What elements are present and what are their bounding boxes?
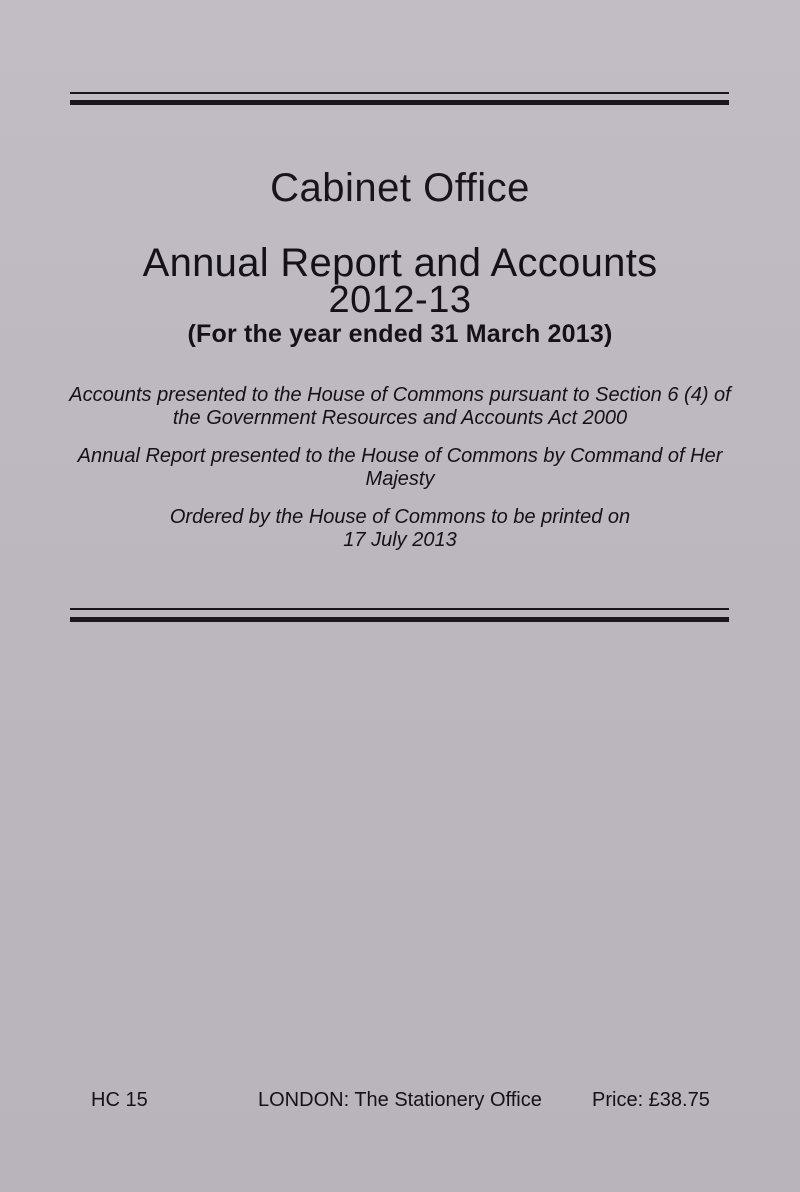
paper-number: HC 15 bbox=[91, 1089, 148, 1111]
ordered-statement-line-1: Ordered by the House of Commons to be printed on bbox=[169, 506, 631, 528]
organisation-name: Cabinet Office bbox=[270, 166, 530, 210]
report-title: Annual Report and Accounts bbox=[142, 241, 658, 285]
report-period: (For the year ended 31 March 2013) bbox=[187, 320, 613, 348]
bottom-rule-thin bbox=[70, 608, 729, 610]
report-year: 2012-13 bbox=[328, 279, 472, 321]
top-rule-thick bbox=[70, 100, 729, 105]
top-rule-thin bbox=[70, 92, 729, 94]
ordered-statement bbox=[0, 506, 800, 552]
annual-report-statement-line-2: Majesty bbox=[365, 468, 435, 490]
print-date: 17 July 2013 bbox=[343, 529, 457, 551]
annual-report-statement bbox=[0, 445, 800, 491]
bottom-rule-thick bbox=[70, 617, 729, 622]
publisher: LONDON: The Stationery Office bbox=[258, 1089, 542, 1111]
annual-report-statement-line-1: Annual Report presented to the House of Commons by Command of Her bbox=[77, 445, 723, 467]
accounts-statement-line-1: Accounts presented to the House of Commons pursuant to Section 6 (4) of bbox=[69, 384, 731, 406]
accounts-statement bbox=[0, 384, 800, 430]
accounts-statement-line-2: the Government Resources and Accounts Act 2000 bbox=[172, 407, 628, 429]
price: Price: £38.75 bbox=[592, 1089, 710, 1111]
